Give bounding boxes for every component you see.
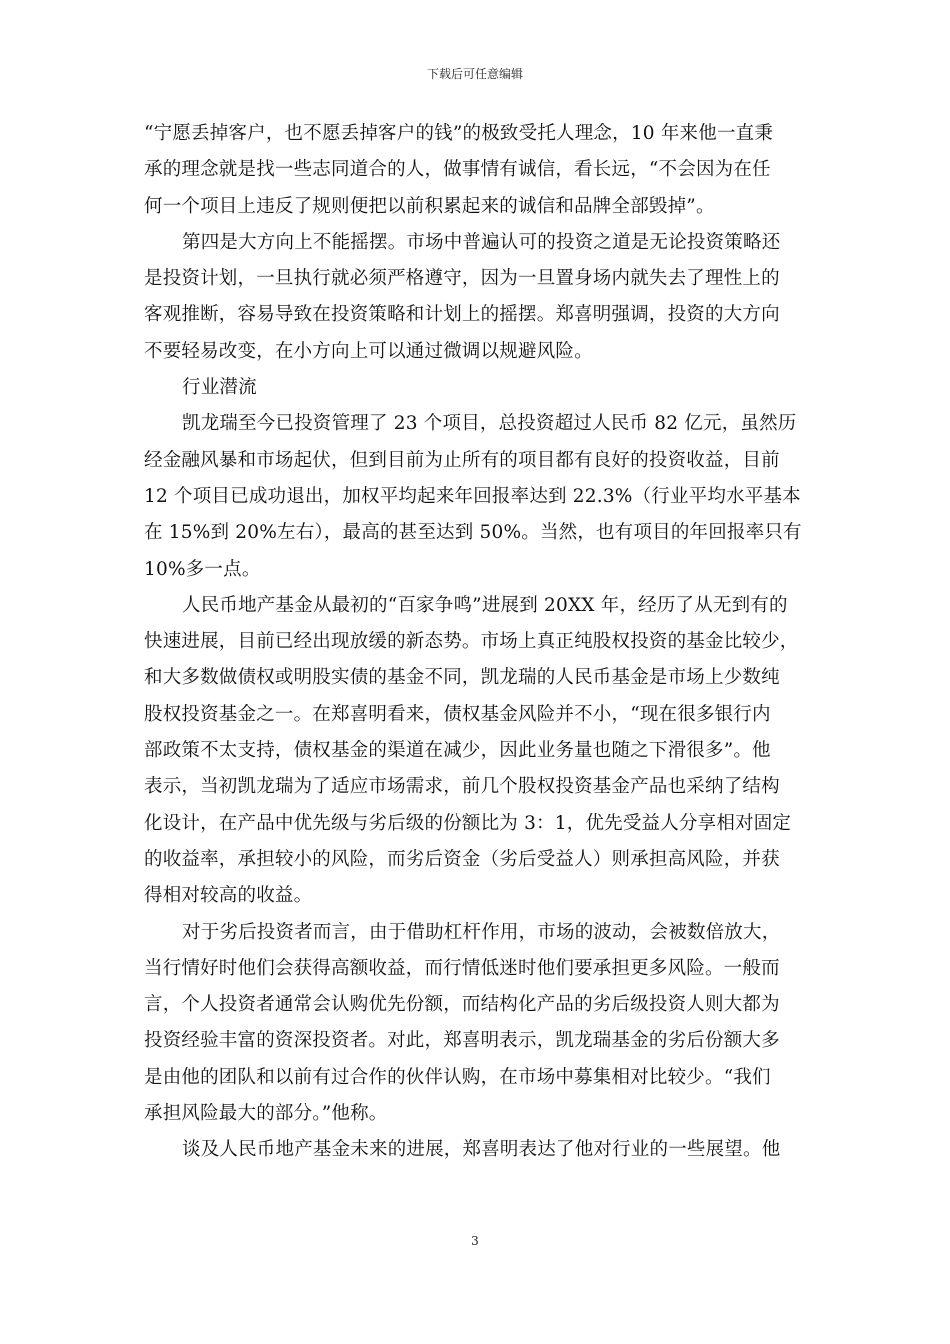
body-line: 得相对较高的收益。	[144, 885, 313, 907]
body-line: 是由他的团队和以前有过合作的伙伴认购，在市场中募集相对比较少。“我们	[144, 1066, 771, 1088]
body-line: 快速进展，目前已经出现放缓的新态势。市场上真正纯股权投资的基金比较少，	[144, 631, 799, 653]
paragraph-first-line: 对于劣后投资者而言，由于借助杠杆作用，市场的波动，会被数倍放大，	[182, 921, 781, 943]
body-line: 的收益率，承担较小的风险，而劣后资金（劣后受益人）则承担高风险，并获	[144, 848, 780, 870]
paragraph-first-line: 第四是大方向上不能摇摆。市场中普遍认可的投资之道是无论投资策略还	[182, 231, 781, 253]
body-line: “宁愿丢掉客户，也不愿丢掉客户的钱”的极致受托人理念，10 年来他一直秉	[144, 123, 774, 144]
body-line: 客观推断，容易导致在投资策略和计划上的摇摆。郑喜明强调，投资的大方向	[144, 304, 780, 326]
body-line: 是投资计划，一旦执行就必须严格遵守，因为一旦置身场内就失去了理性上的	[144, 268, 780, 290]
body-line: 承的理念就是找一些志同道合的人，做事情有诚信，看长远，“不会因为在任	[144, 159, 771, 181]
page-number: 3	[471, 1234, 479, 1248]
body-line: 经金融风暴和市场起伏，但到目前为止所有的项目都有良好的投资收益，目前	[144, 449, 780, 471]
body-line: 股权投资基金之一。在郑喜明看来，债权基金风险并不小，“现在很多银行内	[144, 703, 771, 725]
body-line: 承担风险最大的部分。”他称。	[144, 1103, 388, 1125]
body-line: 不要轻易改变，在小方向上可以通过微调以规避风险。	[144, 340, 593, 362]
paragraph-first-line: 人民币地产基金从最初的“百家争鸣”进展到 20XX 年，经历了从无到有的	[182, 594, 788, 616]
body-line: 投资经验丰富的资深投资者。对此，郑喜明表示，凯龙瑞基金的劣后份额大多	[144, 1030, 780, 1052]
body-line: 何一个项目上违反了规则便把以前积累起来的诚信和品牌全部毁掉”。	[144, 195, 715, 217]
document-body	[144, 116, 808, 1169]
body-line: 部政策不太支持，债权基金的渠道在减少，因此业务量也随之下滑很多”。他	[144, 740, 771, 762]
page-header: 下载后可任意编辑	[426, 67, 523, 81]
body-line: 12 个项目已成功退出，加权平均起来年回报率达到 22.3%（行业平均水平基本	[144, 485, 801, 507]
body-line: 当行情好时他们会获得高额收益，而行情低迷时他们要承担更多风险。一般而	[144, 957, 780, 979]
body-line: 10%多一点。	[144, 558, 261, 580]
paragraph-first-line: 谈及人民币地产基金未来的进展，郑喜明表达了他对行业的一些展望。他	[182, 1139, 781, 1161]
section-heading: 行业潜流	[182, 377, 257, 399]
body-line: 在 15%到 20%左右），最高的甚至达到 50%。当然，也有项目的年回报率只有	[144, 522, 802, 544]
body-line: 言，个人投资者通常会认购优先份额，而结构化产品的劣后级投资人则大都为	[144, 994, 780, 1016]
body-line: 表示，当初凯龙瑞为了适应市场需求，前几个股权投资基金产品也采纳了结构	[144, 776, 780, 798]
body-line: 和大多数做债权或明股实债的基金不同，凯龙瑞的人民币基金是市场上少数纯	[144, 667, 780, 689]
paragraph-first-line: 凯龙瑞至今已投资管理了 23 个项目，总投资超过人民币 82 亿元，虽然历	[182, 413, 797, 435]
body-line: 化设计，在产品中优先级与劣后级的份额比为 3：1，优先受益人分享相对固定	[144, 812, 792, 834]
